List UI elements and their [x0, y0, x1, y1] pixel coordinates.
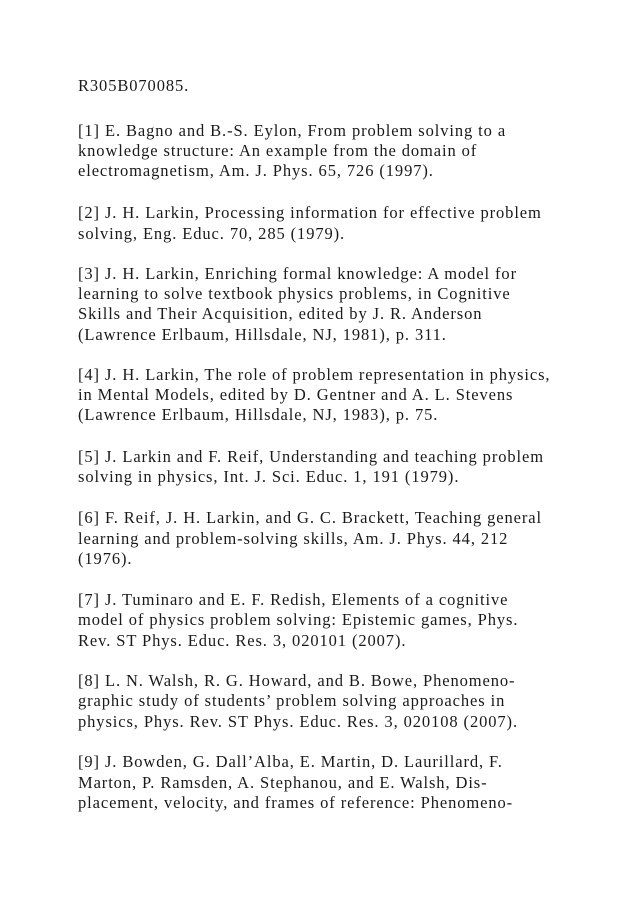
reference-6-line-2: learning and problem-solving skills, Am. J. Phys. 44, 212 — [78, 529, 509, 548]
continuation-text: R305B070085. — [78, 76, 190, 95]
reference-8-line-3: physics, Phys. Rev. ST Phys. Educ. Res. 3, 020108 (2007). — [78, 712, 518, 731]
reference-3-line-1: [3] J. H. Larkin, Enriching formal knowledge: A model for — [78, 264, 517, 283]
reference-9-line-1: [9] J. Bowden, G. Dall’Alba, E. Martin, D. Laurillard, F. — [78, 752, 503, 771]
reference-4-line-2: in Mental Models, edited by D. Gentner and A. L. Stevens — [78, 385, 514, 404]
reference-7-line-3: Rev. ST Phys. Educ. Res. 3, 020101 (2007). — [78, 631, 407, 650]
reference-8-line-1: [8] L. N. Walsh, R. G. Howard, and B. Bowe, Phenomeno- — [78, 671, 516, 690]
reference-3-line-4: (Lawrence Erlbaum, Hillsdale, NJ, 1981), p. 311. — [78, 325, 447, 344]
reference-3-line-3: Skills and Their Acquisition, edited by J. R. Anderson — [78, 304, 483, 323]
reference-7-line-2: model of physics problem solving: Epistemic games, Phys. — [78, 610, 519, 629]
reference-1-line-1: [1] E. Bagno and B.-S. Eylon, From problem solving to a — [78, 121, 507, 140]
reference-1-line-3: electromagnetism, Am. J. Phys. 65, 726 (1997). — [78, 161, 434, 180]
reference-6-line-3: (1976). — [78, 549, 133, 568]
reference-4-line-1: [4] J. H. Larkin, The role of problem representation in physics, — [78, 365, 551, 384]
reference-1-line-2: knowledge structure: An example from the domain of — [78, 141, 478, 160]
reference-2-line-2: solving, Eng. Educ. 70, 285 (1979). — [78, 224, 346, 243]
reference-4-line-3: (Lawrence Erlbaum, Hillsdale, NJ, 1983), p. 75. — [78, 405, 439, 424]
reference-9-line-2: Marton, P. Ramsden, A. Stephanou, and E. Walsh, Dis- — [78, 773, 488, 792]
reference-9-line-3: placement, velocity, and frames of reference: Phenomeno- — [78, 793, 514, 812]
reference-5-line-2: solving in physics, Int. J. Sci. Educ. 1, 191 (1979). — [78, 467, 460, 486]
reference-5-line-1: [5] J. Larkin and F. Reif, Understanding and teaching problem — [78, 447, 544, 466]
reference-3-line-2: learning to solve textbook physics problems, in Cognitive — [78, 284, 511, 303]
reference-6-line-1: [6] F. Reif, J. H. Larkin, and G. C. Brackett, Teaching general — [78, 508, 543, 527]
reference-8-line-2: graphic study of students’ problem solving approaches in — [78, 691, 506, 710]
reference-2-line-1: [2] J. H. Larkin, Processing information for effective problem — [78, 203, 542, 222]
reference-7-line-1: [7] J. Tuminaro and E. F. Redish, Elements of a cognitive — [78, 590, 509, 609]
